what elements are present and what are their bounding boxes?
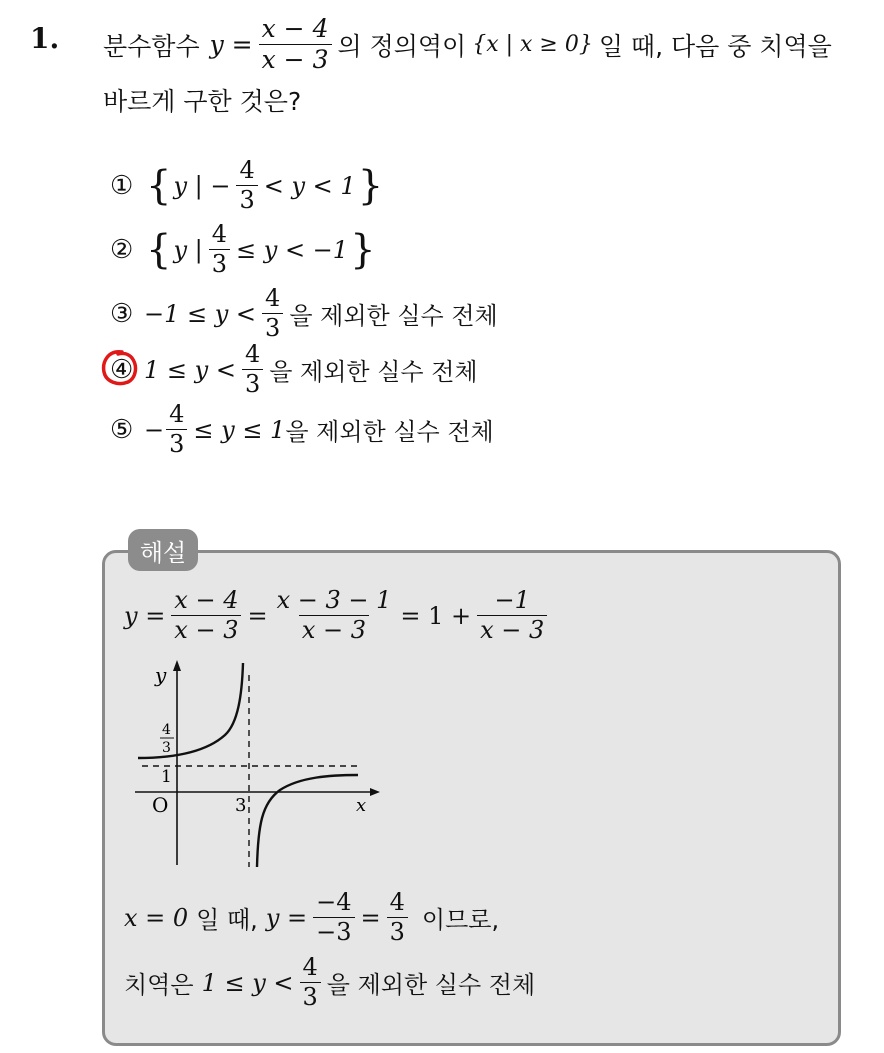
option-text: − <box>144 415 165 444</box>
solution-fraction-3: $\frac{-1}{x - 3}$ <box>477 588 547 643</box>
option-text: 을 제외한 실수 전체 <box>269 358 478 387</box>
solution-fraction-2: $\frac{x - 3 - 1}{x - 3}$ <box>276 586 392 645</box>
x-axis-arrow <box>370 788 380 796</box>
y-axis-arrow <box>173 660 181 671</box>
y-tick-1: 1 <box>161 767 172 787</box>
right-brace: } <box>357 162 384 209</box>
option-text: ≤ y < −1 <box>236 235 349 264</box>
x-axis-label: x <box>356 795 367 816</box>
option-fraction: $\frac{4}{3}$ <box>242 342 263 397</box>
origin-label: O <box>152 793 169 817</box>
option-3[interactable] <box>110 286 498 341</box>
option-fraction: $\frac{4}{3}$ <box>166 402 187 457</box>
option-2[interactable] <box>110 222 378 277</box>
option-fraction: $\frac{4}{3}$ <box>262 286 283 341</box>
option-number: ① <box>110 170 134 201</box>
option-text: y | <box>173 235 203 264</box>
problem-y-eq: y = <box>209 30 253 60</box>
option-4[interactable] <box>110 342 478 397</box>
option-text: 을 제외한 실수 전체 <box>285 418 494 447</box>
option-fraction: $\frac{4}{3}$ <box>236 158 257 213</box>
function-graph <box>130 655 390 875</box>
option-text: −1 ≤ y < <box>144 299 257 328</box>
option-1[interactable] <box>110 158 385 213</box>
option-text: y | − <box>173 171 231 200</box>
right-brace: } <box>350 226 376 273</box>
problem-intro: 분수함수 <box>103 31 200 61</box>
y-tick-frac-num: 4 <box>162 722 171 738</box>
option-number: ② <box>110 234 134 265</box>
option-number: ③ <box>110 298 134 329</box>
option-text: ≤ y ≤ 1 <box>193 415 286 444</box>
solution-line-4: 치역은 1 ≤ y < $\frac{4}{3}$ 을 제외한 실수 전체 <box>124 953 536 1012</box>
left-brace: { <box>146 226 172 273</box>
x-tick-3: 3 <box>235 795 247 816</box>
option-number: ④ <box>110 354 134 385</box>
fraction-numerator: x − 4 <box>261 14 329 43</box>
y-axis-label: y <box>155 663 167 687</box>
solution-badge: 해설 <box>128 529 198 571</box>
solution-line-3: x = 0 일 때, y = $\frac{-4}{-3}$ = $\frac{4}{3}$ 이므로, <box>124 888 500 947</box>
curve-left-branch <box>138 663 243 758</box>
problem-domain-post: 일 때, 다음 중 치역을 <box>598 31 832 61</box>
problem-line-1 <box>103 16 832 74</box>
solution-fraction-5: $\frac{4}{3}$ <box>387 890 408 945</box>
problem-domain-set: {x | x ≥ 0} <box>472 32 593 58</box>
option-text: 을 제외한 실수 전체 <box>289 302 498 331</box>
problem-domain-pre: 의 정의역이 <box>337 31 467 61</box>
option-text: 1 ≤ y < <box>144 355 236 384</box>
y-tick-frac-den: 3 <box>162 740 171 756</box>
option-fraction: $\frac{4}{3}$ <box>209 222 230 277</box>
curve-right-branch <box>257 775 358 867</box>
option-number: ⑤ <box>110 414 134 445</box>
solution-fraction-6: $\frac{4}{3}$ <box>300 955 321 1010</box>
fraction-denominator: x − 3 <box>259 44 332 73</box>
option-text: < y < 1 <box>263 171 356 200</box>
left-brace: { <box>146 162 172 209</box>
problem-number: 1. <box>30 22 60 55</box>
solution-equation: y = $\frac{x - 4}{x - 3}$ = $\frac{x - 3 - 1}{x - 3}$ = 1 + $\frac{-1}{x - 3}$ <box>124 588 553 643</box>
solution-fraction-1: $\frac{x - 4}{x - 3}$ <box>171 588 241 643</box>
option-5[interactable] <box>110 402 494 457</box>
problem-function-fraction <box>259 16 332 74</box>
problem-line-2: 바르게 구한 것은? <box>103 87 302 116</box>
solution-fraction-4: $\frac{-4}{-3}$ <box>313 890 354 945</box>
